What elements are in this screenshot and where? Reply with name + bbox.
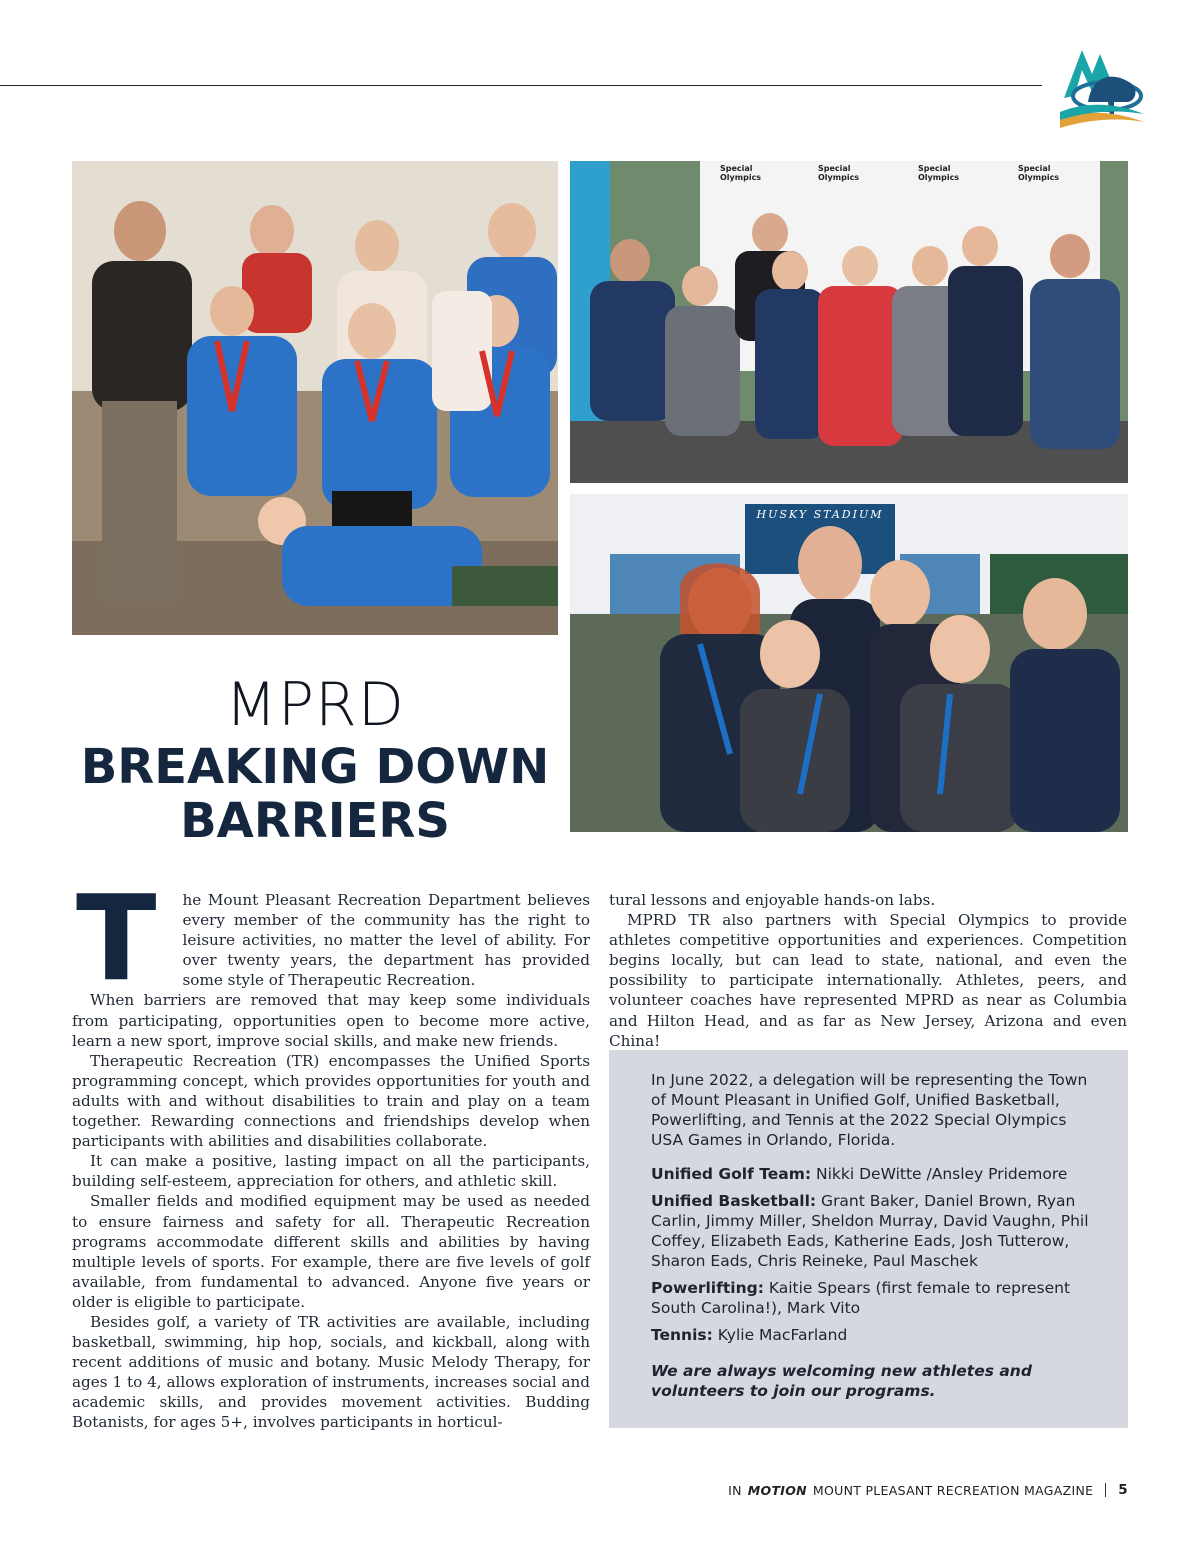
sidebar-intro: In June 2022, a delegation will be representing the Town of Mount Pleasant in Unified Golf, Unified Basketball, Powerlifting, and Tennis at the 2022 Special Olympics USA Games in Orlando, Florida.	[651, 1071, 1088, 1149]
svg-text:Special: Special	[918, 164, 951, 173]
mount-pleasant-recreation-logo-icon	[1052, 40, 1148, 136]
article-title-block	[72, 670, 558, 848]
page-footer	[728, 1482, 1128, 1498]
team-label: Unified Basketball:	[651, 1192, 817, 1210]
article-paragraph: tural lessons and enjoyable hands-on labs.	[609, 891, 936, 909]
svg-text:Special: Special	[1018, 164, 1051, 173]
page-number: 5	[1118, 1482, 1128, 1498]
article-paragraph: Smaller fields and modified equipment may be used as needed to ensure fairness and safety for all. Therapeutic Recreation programs accommodate different skills and abilities by having multiple levels of sports. For example, there are five levels of golf available, from fundamental to advanced. Anyone five years or older is eligible to participate.	[72, 1192, 590, 1311]
header-rule	[0, 85, 1042, 86]
team-entry	[651, 1325, 1098, 1345]
group-photo-special-olympics-backdrop	[570, 161, 1128, 483]
footer-motion: MOTION	[747, 1482, 807, 1498]
svg-text:Olympics: Olympics	[720, 173, 762, 182]
group-photo-medals-blue-shirts	[72, 161, 558, 635]
team-members: Grant Baker, Daniel Brown, Ryan Carlin, Jimmy Miller, Sheldon Murray, David Vaughn, Phil Coffey, Elizabeth Eads, Katherine Eads, Josh Tutterow, Sharon Eads, Chris Reineke, Paul Maschek	[651, 1192, 1089, 1270]
article-paragraph: When barriers are removed that may keep some individuals from participating, opportunities open to become more active, learn a new sport, improve social skills, and make new friends.	[72, 991, 590, 1050]
svg-text:Olympics: Olympics	[1018, 173, 1060, 182]
team-members: Kaitie Spears (first female to represent South Carolina!), Mark Vito	[651, 1279, 1071, 1317]
article-column-1	[72, 869, 590, 1433]
team-label: Powerlifting:	[651, 1279, 764, 1297]
sidebar-box	[609, 1050, 1128, 1428]
team-members: Kylie MacFarland	[712, 1326, 848, 1344]
team-entry	[651, 1278, 1098, 1318]
article-column-2	[609, 890, 1127, 1051]
drop-cap: T	[76, 869, 157, 1007]
team-label: Tennis:	[651, 1326, 713, 1344]
svg-text:Olympics: Olympics	[818, 173, 860, 182]
svg-text:Special: Special	[720, 164, 753, 173]
sidebar-closing: We are always welcoming new athletes and volunteers to join our programs.	[651, 1362, 1032, 1400]
article-paragraph: Therapeutic Recreation (TR) encompasses the Unified Sports programming concept, which provides opportunities for youth and adults with and without disabilities to train and play on a team together. Rewarding connections and friendships develop when participants with abilities and disabilities collaborate.	[72, 1051, 590, 1151]
paragraph-text: he Mount Pleasant Recreation Department believes every member of the community has the right to leisure activities, no matter the level of ability. For over twenty years, the department has provided some style of Therapeutic Recreation.	[182, 891, 590, 990]
team-entry	[651, 1191, 1098, 1271]
footer-prefix: IN	[728, 1482, 742, 1498]
team-entry	[651, 1164, 1098, 1184]
team-members: Nikki DeWitte /Ansley Pridemore	[811, 1165, 1068, 1183]
article-paragraph: It can make a positive, lasting impact on all the participants, building self-esteem, appreciation for others, and athletic skill.	[72, 1152, 590, 1191]
article-paragraph: MPRD TR also partners with Special Olympics to provide athletes competitive opportunities and experiences. Competition begins locally, but can lead to state, national, and even the possibility to participate internationally. Athletes, peers, and volunteer coaches have represented MPRD as near as Columbia and Hilton Head, and as far as New Jersey, Arizona and even China!	[609, 911, 1127, 1050]
team-label: Unified Golf Team:	[651, 1165, 812, 1183]
svg-text:Olympics: Olympics	[918, 173, 960, 182]
footer-divider	[1105, 1483, 1106, 1497]
footer-magazine: MOUNT PLEASANT RECREATION MAGAZINE	[812, 1482, 1094, 1498]
article-paragraph	[72, 869, 590, 1007]
article-paragraph: Besides golf, a variety of TR activities are available, including basketball, swimming, hip hop, socials, and kickball, along with recent additions of music and botany. Music Melody Therapy, for ages 1 to 4, allows exploration of instruments, increases social and academic skills, and provides movement activities. Budding Botanists, for ages 5+, involves participants in horticul-	[72, 1312, 590, 1432]
headline-line-1: BREAKING DOWN	[80, 739, 550, 795]
svg-text:Special: Special	[818, 164, 851, 173]
headline-line-2: BARRIERS	[180, 793, 450, 849]
title-kicker: MPRD	[225, 670, 405, 740]
svg-text:HUSKY STADIUM: HUSKY STADIUM	[756, 508, 884, 521]
group-photo-husky-stadium	[570, 494, 1128, 832]
